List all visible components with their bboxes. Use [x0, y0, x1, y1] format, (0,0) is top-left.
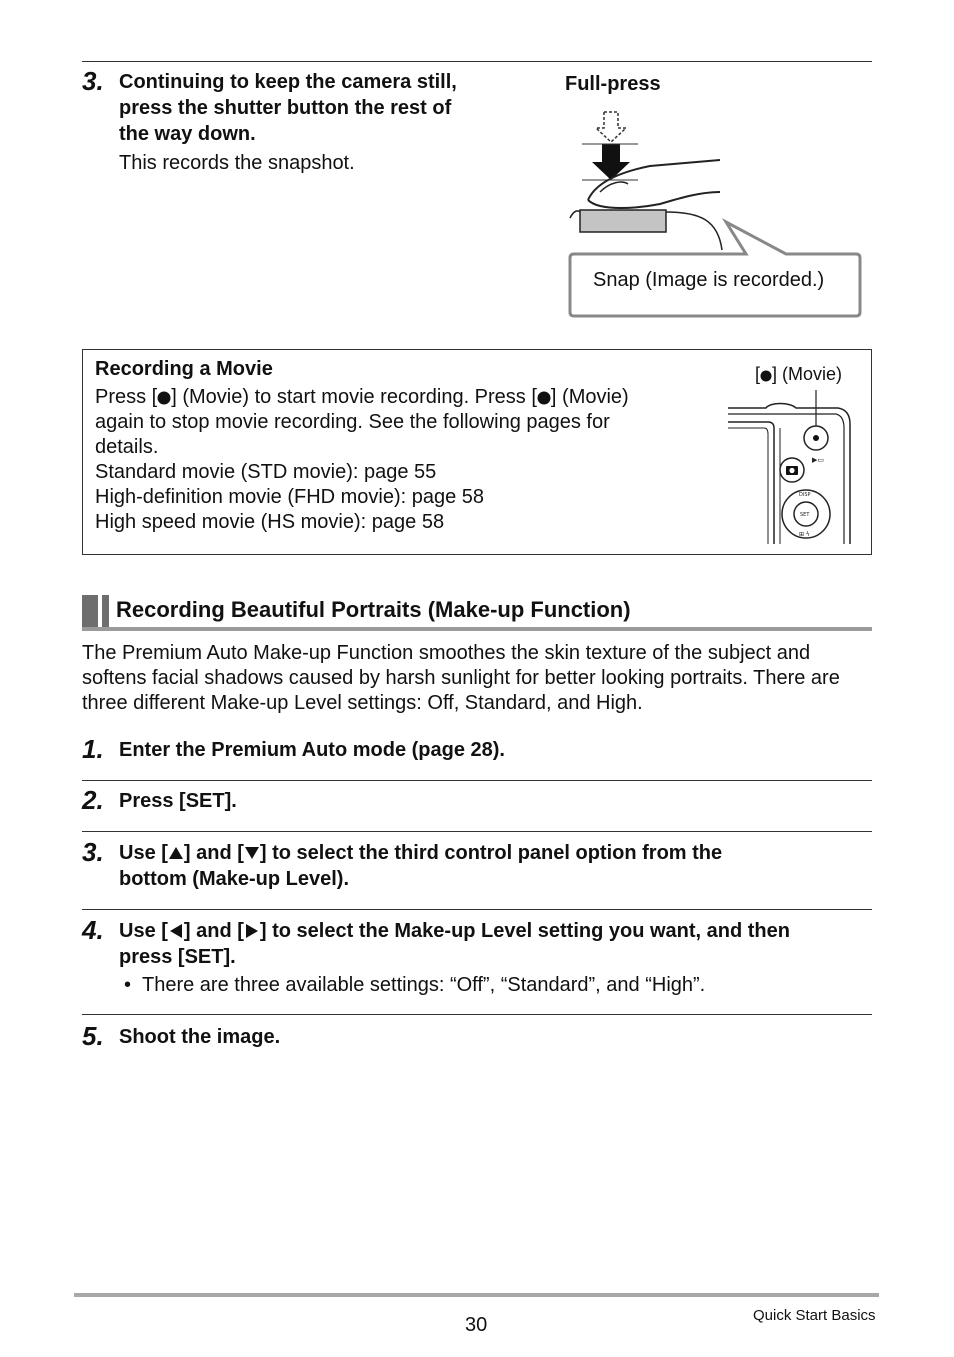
step-text: Enter the Premium Auto mode (page 28). [119, 739, 505, 761]
disp-label: DISP [799, 492, 811, 498]
section-title: Recording Beautiful Portraits (Make-up Function) [116, 597, 631, 622]
movie-dot-icon [157, 391, 171, 405]
footer-section-name: Quick Start Basics [753, 1307, 876, 1324]
svg-text:▶▭: ▶▭ [812, 456, 824, 464]
movie-dot-icon [537, 391, 551, 405]
step-divider [82, 1014, 872, 1015]
step-text: Use [ ] and [ ] to select the Make-up Level setting you want, and then press [SET]. [119, 920, 790, 968]
step-text: Press [SET]. [119, 790, 237, 812]
step-number: 5. [82, 1021, 104, 1051]
right-arrow-icon [244, 923, 260, 939]
movie-box-title: Recording a Movie [95, 358, 273, 380]
step-text: Continuing to keep the camera still, press the shutter button the rest of the way down. [119, 71, 457, 145]
top-rule [82, 61, 872, 62]
step-number: 1. [82, 734, 104, 764]
movie-dot-icon [760, 370, 772, 382]
step-number: 2. [82, 785, 104, 815]
section-bar-block [82, 595, 98, 631]
step-number: 3. [82, 66, 104, 96]
step-number: 3. [82, 837, 104, 867]
left-arrow-icon [168, 923, 184, 939]
section-underline [82, 627, 872, 631]
step-text: Shoot the image. [119, 1026, 281, 1048]
step-bullet: • There are three available settings: “Off”, “Standard”, and “High”. [124, 974, 706, 996]
step-divider [82, 909, 872, 910]
movie-figure-label: [ ] (Movie) [755, 364, 843, 384]
section-header [82, 595, 872, 631]
section-intro: The Premium Auto Make-up Function smoothes the skin texture of the subject and softens facial shadows caused by harsh sunlight for better looking portraits. There are three different Make-up Level settings: Off, Standard, and High. [82, 642, 840, 714]
movie-box-text: Press [ ] (Movie) to start movie recording. Press [ ] (Movie) again to stop movie recording. See the following pages for details. Standard movie (STD movie): page 55 High-definition movie (FHD movie): page 58 High speed movie (HS movie): page 58 [95, 386, 629, 533]
down-arrow-icon [244, 845, 260, 861]
set-label: SET [800, 512, 810, 518]
camera-back-illustration [726, 388, 856, 546]
step-note: This records the snapshot. [119, 152, 355, 174]
step-number: 4. [82, 915, 104, 945]
section-bar-block [102, 595, 109, 631]
up-arrow-icon [168, 845, 184, 861]
step-divider [82, 831, 872, 832]
step-divider [82, 780, 872, 781]
bullet-dot: • [124, 974, 132, 996]
full-press-label: Full-press [565, 73, 661, 95]
svg-text:⊞ ϟ: ⊞ ϟ [799, 531, 810, 538]
step-text: Use [ ] and [ ] to select the third control panel option from the bottom (Make-up Level). [119, 842, 723, 890]
footer-rule [74, 1293, 879, 1297]
page-number: 30 [465, 1314, 488, 1336]
callout-text: Snap (Image is recorded.) [593, 269, 825, 291]
